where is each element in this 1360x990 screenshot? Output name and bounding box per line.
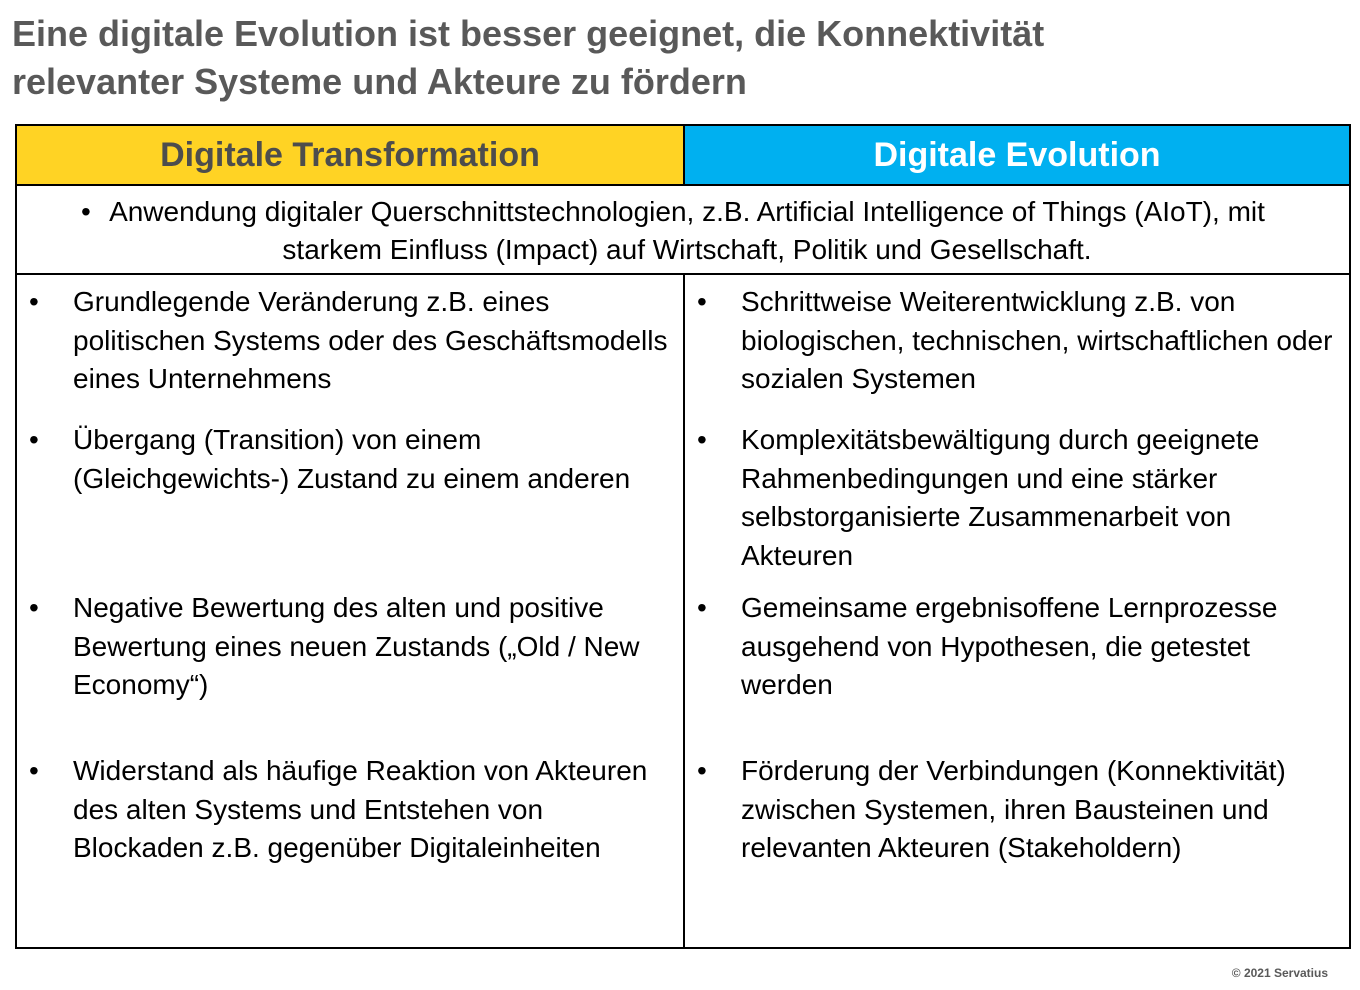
shared-row (17, 186, 1349, 275)
comparison-table (15, 124, 1351, 949)
page-title-line-2: relevanter Systeme und Akteure zu fördern (12, 61, 747, 102)
bullet-icon: • (697, 286, 707, 317)
left-item-text: Negative Bewertung des alten und positive Bewertung eines neuen Zustands („Old / New Economy“) (73, 592, 640, 700)
bullet-icon: • (29, 592, 39, 623)
bullet-icon: • (697, 424, 707, 455)
header-digitale-transformation: Digitale Transformation (17, 126, 685, 184)
left-item-text: Übergang (Transition) von einem (Gleichgewichts-) Zustand zu einem anderen (73, 424, 631, 494)
bullet-icon: • (697, 592, 707, 623)
right-item-text: Komplexitätsbewältigung durch geeignete Rahmenbedingungen und eine stärker selbstorganisierte Zusammenarbeit von Akteuren (741, 424, 1260, 571)
left-item-text: Widerstand als häufige Reaktion von Akteuren des alten Systems und Entstehen von Blockaden z.B. gegenüber Digitaleinheiten (73, 755, 648, 863)
copyright-notice: © 2021 Servatius (1231, 966, 1328, 980)
right-item-text: Schrittweise Weiterentwicklung z.B. von biologischen, technischen, wirtschaftlichen oder sozialen Systemen (741, 286, 1333, 394)
left-item-text: Grundlegende Veränderung z.B. eines politischen Systems oder des Geschäftsmodells eines Unternehmens (73, 286, 668, 394)
bullet-icon: • (29, 755, 39, 786)
header-digitale-evolution: Digitale Evolution (685, 126, 1349, 184)
right-item-text: Gemeinsame ergebnisoffene Lernprozesse ausgehend von Hypothesen, die getestet werden (741, 592, 1278, 700)
column-divider (683, 275, 685, 947)
bullet-icon: • (29, 424, 39, 455)
bullet-icon: • (29, 286, 39, 317)
right-item-text: Förderung der Verbindungen (Konnektivität) zwischen Systemen, ihren Bausteinen und relevanten Akteuren (Stakeholdern) (741, 755, 1286, 863)
bullet-icon: • (697, 755, 707, 786)
table-header-row (17, 126, 1349, 186)
bullet-icon: • (81, 196, 91, 227)
shared-description: Anwendung digitaler Querschnittstechnologien, z.B. Artificial Intelligence of Things (AIoT), mit starkem Einfluss (Impact) auf Wirtschaft, Politik und Gesellschaft. (109, 196, 1265, 265)
page-title (12, 10, 1342, 106)
page-title-line-1: Eine digitale Evolution ist besser geeignet, die Konnektivität (12, 13, 1045, 54)
